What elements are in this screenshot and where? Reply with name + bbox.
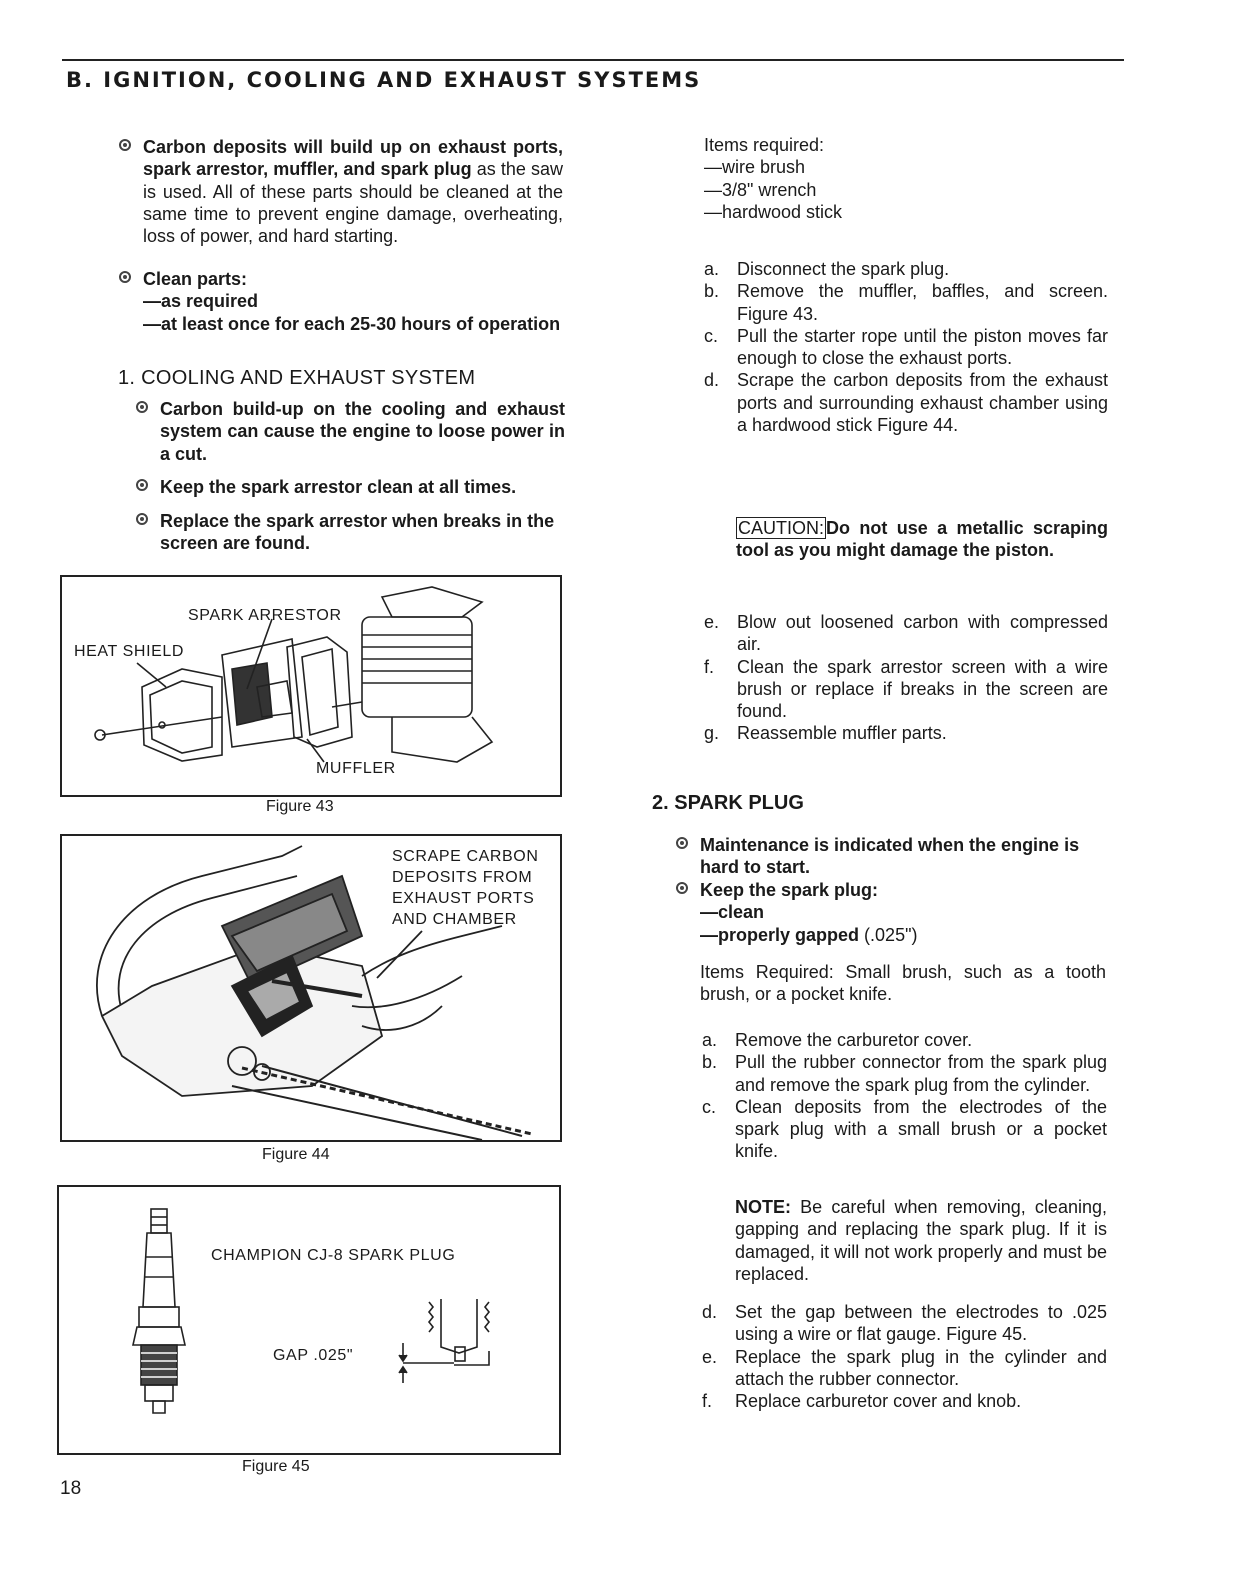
cooling-bullet-text: Keep the spark arrestor clean at all times. (160, 477, 517, 497)
items-list-item: —3/8" wrench (704, 179, 817, 200)
step-key: a. (704, 259, 720, 279)
step-text: Blow out loosened carbon with compressed air. (737, 612, 1108, 655)
bullet-icon (676, 837, 688, 849)
figure-43-frame (60, 575, 562, 797)
step-key: d. (704, 370, 720, 391)
step-text: Pull the starter rope until the piston moves far enough to close the exhaust ports. (737, 325, 1108, 369)
step-item (704, 656, 1108, 723)
bullet-icon (136, 513, 148, 525)
spark-bullet-2 (700, 879, 1108, 946)
step-text: Clean deposits from the electrodes of the spark plug with a small brush or a pocket knife. (735, 1096, 1107, 1162)
label-muffler: MUFFLER (316, 760, 396, 777)
clean-parts-item: —as required (143, 291, 259, 312)
clean-parts-heading: Clean parts: (143, 269, 248, 289)
step-text: Remove the muffler, baffles, and screen. Figure 43. (737, 281, 1108, 324)
step-text: Set the gap between the electrodes to .025 using a wire or flat gauge. Figure 45. (735, 1302, 1107, 1345)
step-key: d. (702, 1302, 718, 1322)
step-item (704, 280, 1108, 325)
step-item (702, 1390, 1107, 1412)
spark-bullet-text: Maintenance is indicated when the engine is hard to start. (700, 835, 1080, 878)
step-key: f. (704, 656, 715, 677)
intro-text: as the saw is used. All of these parts should be cleaned at the same time to prevent engine damage, overheating, loss of power, and hard starting. (143, 159, 563, 247)
step-key: f. (702, 1391, 713, 1412)
bullet-icon (136, 479, 148, 491)
step-item (704, 722, 1108, 744)
bullet-icon (119, 139, 131, 151)
step-key: a. (702, 1030, 718, 1050)
cooling-bullet-2 (160, 476, 570, 498)
gap-value: (.025") (864, 924, 918, 945)
step-key: e. (704, 612, 720, 632)
step-item (702, 1301, 1107, 1346)
keep-item-gapped (700, 924, 1108, 946)
clean-parts-item: —at least once for each 25-30 hours of operation (143, 313, 561, 334)
cooling-bullet-1 (160, 398, 565, 465)
figure-44-caption: Figure 44 (262, 1146, 330, 1163)
bullet-icon (676, 882, 688, 894)
section-title: B. IGNITION, COOLING AND EXHAUST SYSTEMS (66, 68, 702, 92)
caution-tag: CAUTION: (738, 518, 825, 538)
items-list-item: —hardwood stick (704, 201, 843, 222)
fig44-label-line: AND CHAMBER (392, 911, 517, 928)
label-gap: GAP .025" (273, 1347, 354, 1364)
header-rule (62, 59, 1124, 61)
exhaust-steps-a-d (704, 258, 1108, 436)
caution-block (736, 517, 1108, 562)
intro-bold-text: Carbon deposits will build up on exhaust ports, spark arrestor, muffler, and spark plug (143, 137, 563, 180)
note-text: Be careful when removing, cleaning, gapping and replacing the spark plug. If it is damaged, it will not work properly and must be replaced. (735, 1197, 1107, 1284)
label-spark-arrestor: SPARK ARRESTOR (188, 607, 342, 624)
step-item (702, 1051, 1107, 1096)
exhaust-steps-e-g (704, 611, 1108, 745)
cooling-bullet-3 (160, 510, 570, 555)
cooling-heading: 1. COOLING AND EXHAUST SYSTEM (118, 367, 476, 389)
page-number: 18 (60, 1478, 82, 1499)
bullet-icon (136, 401, 148, 413)
caution-text: Do not use a metallic scraping tool as you might damage the piston. (736, 518, 1108, 561)
step-text: Pull the rubber connector from the spark plug and remove the spark plug from the cylinder. (735, 1052, 1107, 1095)
spark-bullet-text: Keep the spark plug: (700, 880, 879, 900)
bullet-icon (119, 271, 131, 283)
figure-44-frame (60, 834, 562, 1142)
items-list-item: —wire brush (704, 157, 806, 178)
step-text: Clean the spark arrestor screen with a wire brush or replace if breaks in the screen are found. (737, 656, 1108, 722)
step-item (702, 1346, 1107, 1391)
figure-45-caption: Figure 45 (242, 1458, 310, 1475)
fig44-label-line: SCRAPE CARBON (392, 848, 539, 865)
step-key: c. (704, 325, 719, 346)
step-item (704, 369, 1108, 436)
step-key: b. (704, 281, 720, 302)
step-text: Disconnect the spark plug. (737, 259, 950, 279)
spark-items-required: Items Required: Small brush, such as a tooth brush, or a pocket knife. (700, 962, 1106, 1005)
figure-43-caption: Figure 43 (266, 798, 334, 815)
exhaust-items-required (704, 134, 1084, 223)
step-key: c. (702, 1096, 717, 1117)
spark-plug-heading: 2. SPARK PLUG (652, 792, 804, 814)
label-heat-shield: HEAT SHIELD (74, 643, 185, 660)
note-block (735, 1196, 1107, 1285)
spark-plug-illustration (59, 1187, 559, 1453)
fig44-label-line: DEPOSITS FROM (392, 869, 533, 886)
note-label: NOTE: (735, 1197, 791, 1217)
spark-steps-d-f (702, 1301, 1107, 1412)
step-text: Replace the spark plug in the cylinder and attach the rubber connector. (735, 1346, 1107, 1389)
keep-item: —clean (700, 902, 765, 923)
spark-bullet-1 (700, 834, 1108, 879)
step-item (704, 325, 1108, 370)
cooling-bullet-text: Carbon build-up on the cooling and exhaust system can cause the engine to loose power in a cut. (160, 399, 565, 464)
step-item (702, 1096, 1107, 1163)
fig44-label-line: EXHAUST PORTS (392, 890, 535, 907)
keep-item: —properly gapped (700, 924, 860, 945)
label-spark-plug-model: CHAMPION CJ-8 SPARK PLUG (211, 1247, 456, 1264)
step-item (704, 258, 1108, 280)
figure-45-frame (57, 1185, 561, 1455)
step-key: b. (702, 1052, 718, 1073)
items-heading: Items required: (704, 135, 825, 155)
step-item (702, 1029, 1107, 1051)
clean-parts-block (143, 268, 563, 335)
spark-steps-a-c (702, 1029, 1107, 1163)
step-text: Replace carburetor cover and knob. (735, 1391, 1022, 1412)
step-key: e. (702, 1346, 718, 1367)
step-item (704, 611, 1108, 656)
step-text: Reassemble muffler parts. (737, 723, 947, 744)
step-key: g. (704, 723, 720, 744)
step-text: Remove the carburetor cover. (735, 1030, 973, 1050)
intro-carbon-paragraph (143, 136, 563, 247)
step-text: Scrape the carbon deposits from the exhaust ports and surrounding exhaust chamber using a hardwood stick Figure 44. (737, 370, 1108, 436)
cooling-bullet-text: Replace the spark arrestor when breaks in the screen are found. (160, 511, 555, 554)
